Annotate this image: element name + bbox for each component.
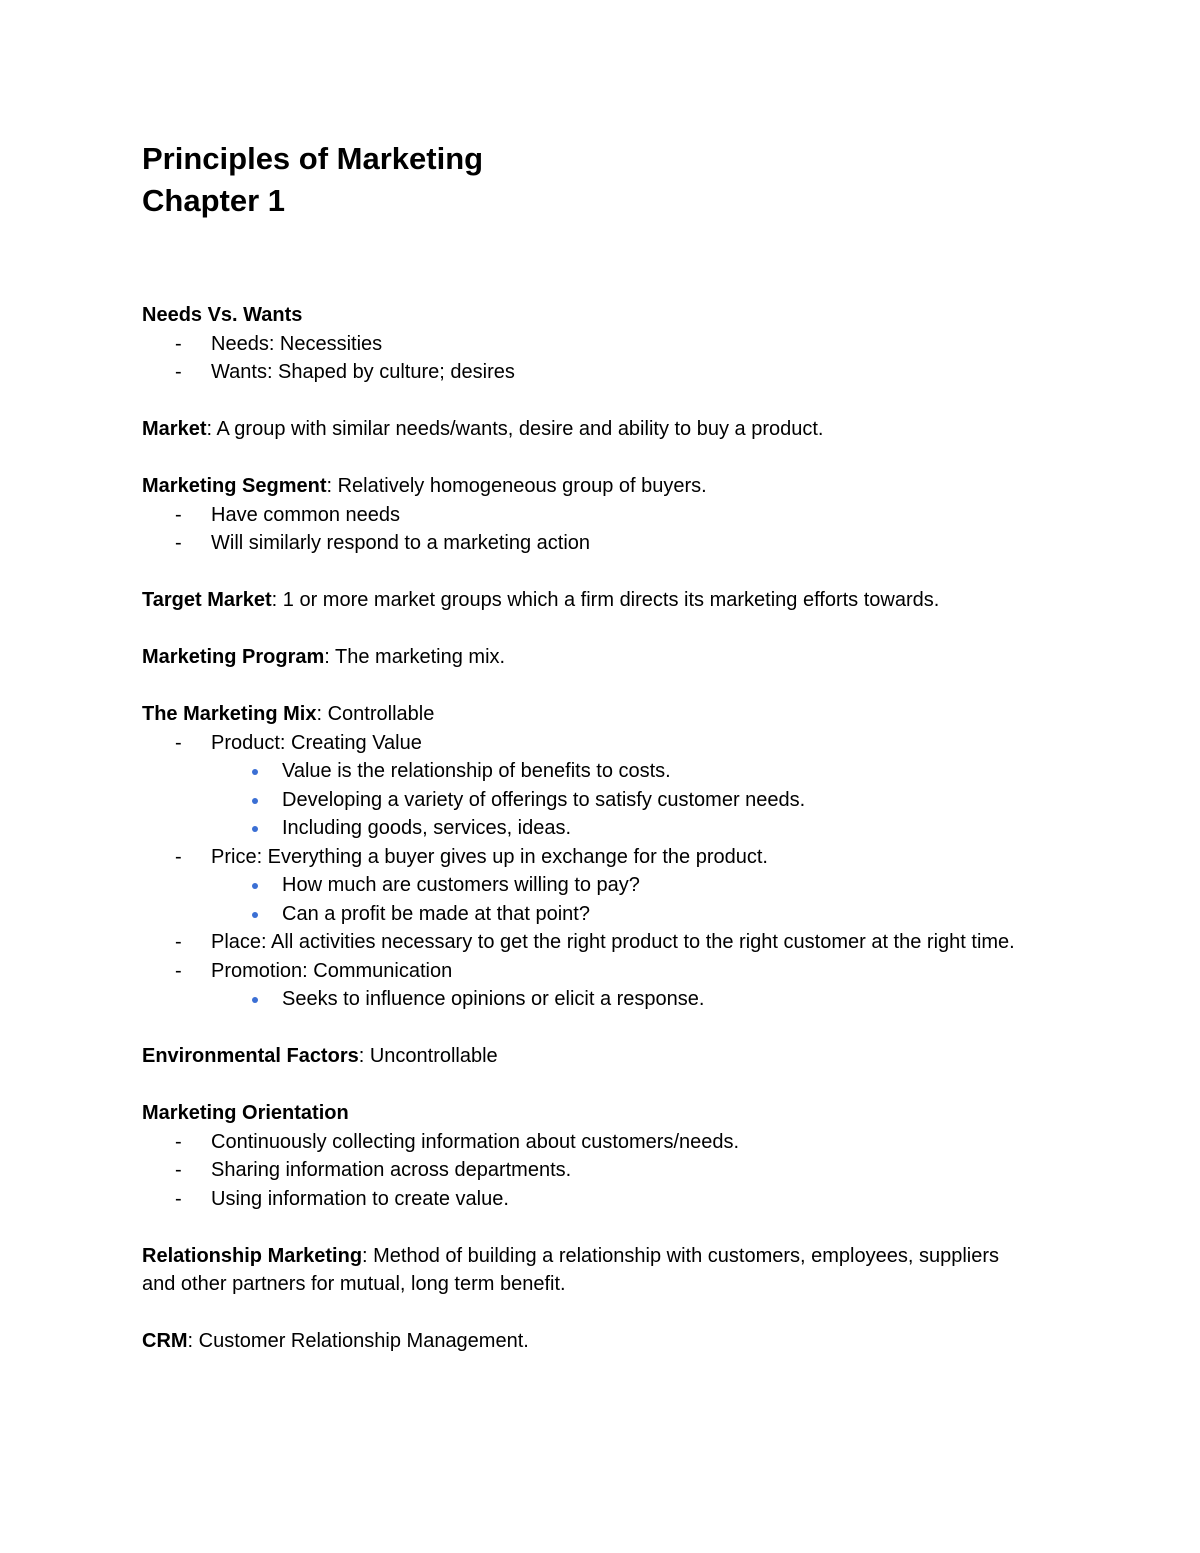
- marketing-program-definition: Marketing Program: The marketing mix.: [142, 646, 506, 668]
- bullet-icon: [252, 912, 258, 918]
- environmental-factors-definition: Environmental Factors: Uncontrollable: [142, 1045, 498, 1067]
- bullet-item: Can a profit be made at that point?: [142, 900, 1062, 929]
- list-item: - Have common needs: [175, 503, 400, 526]
- bullet-item: Value is the relationship of benefits to costs.: [142, 757, 1062, 786]
- segment-list: [142, 501, 1062, 558]
- list-item: - Will similarly respond to a marketing action: [175, 532, 591, 554]
- orientation-list: [142, 1128, 1062, 1214]
- list-item-place: - Place: All activities necessary to get the right product to the right customer at the right time.: [175, 931, 1015, 953]
- price-bullets: [211, 871, 1062, 928]
- bullet-item: Seeks to influence opinions or elicit a response.: [142, 985, 1062, 1014]
- bullet-item: Including goods, services, ideas.: [142, 814, 1062, 843]
- list-item: - Wants: Shaped by culture; desires: [175, 361, 515, 383]
- bullet-item: How much are customers willing to pay?: [142, 871, 1062, 900]
- chapter-title: Chapter 1: [142, 183, 285, 218]
- bullet-icon: [252, 883, 258, 889]
- promotion-bullets: [211, 985, 1062, 1014]
- needs-wants-list: [142, 330, 1062, 387]
- needs-wants-heading: Needs Vs. Wants: [142, 304, 303, 326]
- marketing-mix-definition: The Marketing Mix: Controllable: [142, 703, 435, 725]
- document-page: [142, 138, 1062, 1356]
- list-item-promotion: - Promotion: Communication Seeks to influence opinions or elicit a response.: [142, 957, 1062, 1014]
- relationship-marketing-definition: Relationship Marketing: Method of building a relationship with customers, employees, suppliers and other partners for mutual, long term benefit.: [142, 1244, 1000, 1295]
- list-item: - Sharing information across departments.: [175, 1159, 572, 1181]
- bullet-icon: [252, 798, 258, 804]
- bullet-icon: [252, 826, 258, 832]
- segment-definition: Marketing Segment: Relatively homogeneous group of buyers.: [142, 475, 707, 497]
- marketing-orientation-heading: Marketing Orientation: [142, 1102, 349, 1124]
- bullet-icon: [252, 997, 258, 1003]
- crm-definition: CRM: Customer Relationship Management.: [142, 1330, 529, 1352]
- list-item-product: - Product: Creating Value Value is the relationship of benefits to costs. Developing a variety of offerings to satisfy customer needs. Including goods, services, ideas.: [142, 729, 1062, 843]
- list-item: - Continuously collecting information about customers/needs.: [175, 1130, 740, 1153]
- market-definition: Market: A group with similar needs/wants, desire and ability to buy a product.: [142, 418, 824, 440]
- list-item-price: - Price: Everything a buyer gives up in exchange for the product. How much are customers willing to pay? Can a profit be made at that point?: [142, 843, 1062, 929]
- bullet-icon: [252, 769, 258, 775]
- marketing-mix-list: [142, 729, 1062, 1014]
- list-item: - Needs: Necessities: [175, 332, 383, 355]
- target-market-definition: Target Market: 1 or more market groups which a firm directs its marketing efforts towards.: [142, 589, 940, 611]
- bullet-item: Developing a variety of offerings to satisfy customer needs.: [142, 786, 1062, 815]
- list-item: - Using information to create value.: [175, 1187, 509, 1210]
- document-title: Principles of Marketing: [142, 141, 484, 176]
- product-bullets: [211, 757, 1062, 843]
